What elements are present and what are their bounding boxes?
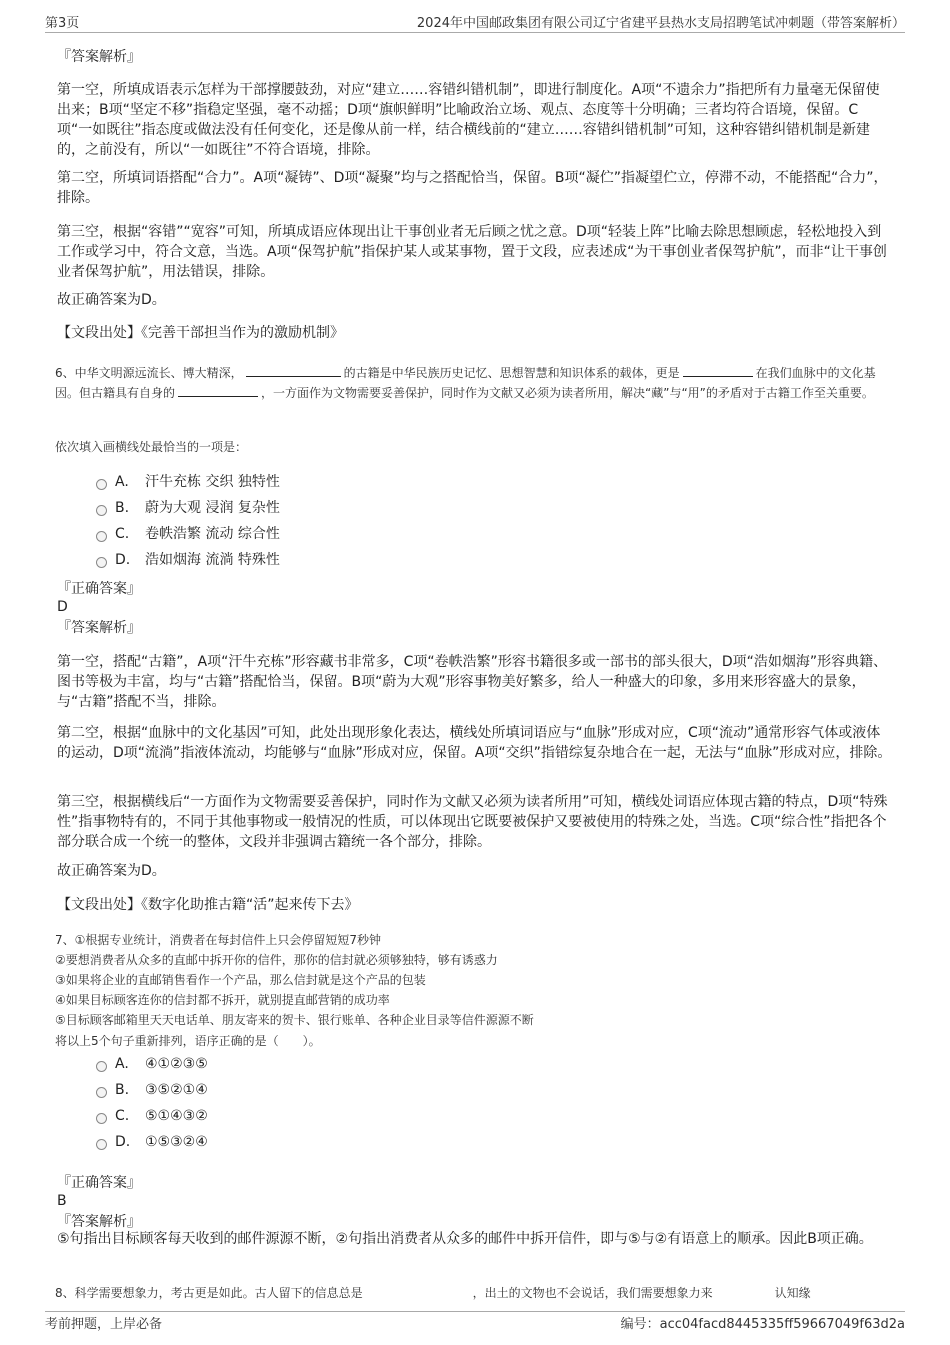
answer: B [57,1193,67,1209]
answer-label: 『正确答案』 [57,1175,141,1191]
stem-text: 认知缘 [774,1286,811,1300]
conclusion: 故正确答案为D。 [57,292,166,308]
stem-text: 的古籍是中华民族历史记忆、思想智慧和知识体系的载体，更是 [343,366,680,380]
radio-icon[interactable] [96,1061,107,1072]
option-c[interactable] [96,1106,208,1126]
question-prompt: 依次填入画横线处最恰当的一项是： [55,440,248,454]
option-a[interactable] [96,472,280,492]
option-text: ⑤①④③② [145,1108,208,1124]
radio-icon[interactable] [96,1113,107,1124]
stem-text: ，一方面作为文物需要妥善保护，同时作为文献又必须为读者所用，解决“藏”与“用”的矛盾对于古籍工作至关重要。 [261,386,874,400]
radio-icon[interactable] [96,557,107,568]
analysis-paragraph: 第二空，根据“血脉中的文化基因”可知，此处出现形象化表达，横线处所填词语应与“血脉”形成对应，C项“流动”通常形容气体或液体的运动，D项“流淌”指液体流动，均能够与“血脉”形成对应，保留。A项“交织”指错综复杂地合在一起，无法与“血脉”形成对应，排除。 [57,725,892,761]
conclusion: 故正确答案为D。 [57,863,166,879]
analysis-paragraph: 第一空，所填成语表示怎样为干部撑腰鼓劲，对应“建立……容错纠错机制”，即进行制度化。A项“不遗余力”指把所有力量毫无保留使出来；B项“坚定不移”指稳定坚强，毫不动摇；D项“旗帜鲜明”比喻政治立场、观点、态度等十分明确；三者均符合语境，保留。C项“一如既往”指态度或做法没有任何变化，还是像从前一样，结合横线前的“建立……容错纠错机制”可知，这种容错纠错机制是新建的，之前没有，所以“一如既往”不符合语境，排除。 [57,82,880,158]
question-7-line: ②要想消费者从众多的直邮中拆开你的信件，那你的信封就必须够独特，够有诱惑力 [55,953,498,967]
option-letter: D. [115,552,131,568]
blank [178,384,258,397]
option-text: ①⑤③②④ [145,1134,208,1150]
analysis-paragraph: 第三空，根据横线后“一方面作为文物需要妥善保护，同时作为文献又必须为读者所用”可知，横线处词语应体现古籍的特点，D项“特殊性”指事物特有的，不同于其他事物或一般情况的性质，可以体现出它既要被保护又要被使用的特殊之处，当选。C项“综合性”指把各个部分联合成一个统一的整体，文段并非强调古籍统一各个部分，排除。 [57,794,888,850]
answer-label: 『正确答案』 [57,581,141,597]
radio-icon[interactable] [96,531,107,542]
question-7-line: ⑤目标顾客邮箱里天天电话单、朋友寄来的贺卡、银行账单、各种企业目录等信件源源不断 [55,1013,534,1027]
radio-icon[interactable] [96,479,107,490]
analysis-paragraph: 第二空，所填词语搭配“合力”。A项“凝铸”、D项“凝聚”均与之搭配恰当，保留。B项“凝伫”指凝望伫立，停滞不动，不能搭配“合力”，排除。 [57,170,888,206]
stem-text: 8、科学需要想象力，考古更是如此。古人留下的信息总是 [55,1286,363,1300]
analysis-label: 『答案解析』 [57,49,141,65]
answer: D [57,599,68,615]
stem-text: 6、中华文明源远流长、博大精深， [55,366,243,380]
question-7-line: ④如果目标顾客连你的信封都不拆开，就别提直邮营销的成功率 [55,993,390,1007]
option-text: ④①②③⑤ [145,1056,208,1072]
question-6-stem [55,363,895,403]
option-letter: C. [115,1108,130,1124]
blank [683,364,753,377]
option-d[interactable] [96,1132,208,1152]
option-d[interactable] [96,550,280,570]
analysis-label: 『答案解析』 [57,1214,141,1230]
page-number: 第3页 [45,16,80,31]
analysis-paragraph: 第一空，搭配“古籍”，A项“汗牛充栋”形容藏书非常多，C项“卷帙浩繁”形容书籍很多或一部书的部头很大，D项“浩如烟海”形容典籍、图书等极为丰富，均与“古籍”搭配恰当，保留。B项“蔚为大观”形容事物美好繁多，给人一种盛大的印象，多用来形容盛大的景象，与“古籍”搭配不当，排除。 [57,654,888,710]
option-c[interactable] [96,524,280,544]
footer-slogan: 考前押题，上岸必备 [45,1317,163,1332]
document-title: 2024年中国邮政集团有限公司辽宁省建平县热水支局招聘笔试冲刺题（带答案解析） [416,16,905,31]
question-7-prompt: 将以上5个句子重新排列，语序正确的是（ ）。 [55,1034,321,1048]
analysis-paragraph: 第三空，根据“容错”“宽容”可知，所填成语应体现出让干事创业者无后顾之忧之意。D项“轻装上阵”比喻去除思想顾虑，轻松地投入到工作或学习中，符合文意，当选。A项“保驾护航”指保护某人或某事物，置于文段，应表述成“为干事创业者保驾护航”，而非“让干事创业者保驾护航”，用法错误，排除。 [57,224,887,280]
question-7-line: ③如果将企业的直邮销售看作一个产品，那么信封就是这个产品的包装 [55,973,426,987]
source: 【文段出处】《数字化助推古籍“活”起来传下去》 [57,897,359,913]
option-letter: A. [115,1056,129,1072]
option-b[interactable] [96,1080,208,1100]
option-b[interactable] [96,498,280,518]
document-id: 编号：acc04facd8445335ff59667049f63d2a [620,1317,905,1332]
radio-icon[interactable] [96,1087,107,1098]
option-text: 卷帙浩繁 流动 综合性 [145,526,280,542]
option-letter: A. [115,474,129,490]
footer-divider [45,1311,905,1312]
blank [246,364,341,377]
option-letter: C. [115,526,130,542]
question-8-stem [55,1283,895,1303]
option-text: ③⑤②①④ [145,1082,208,1098]
option-text: 汗牛充栋 交织 独特性 [145,474,280,490]
analysis-paragraph: ⑤句指出目标顾客每天收到的邮件源源不断，②句指出消费者从众多的邮件中拆开信件，即与⑤与②有语意上的顺承。因此B项正确。 [57,1231,873,1247]
source: 【文段出处】《完善干部担当作为的激励机制》 [57,325,344,341]
stem-text: 在我们血脉中的文化基因。但古籍具有自身的 [55,366,876,400]
option-text: 蔚为大观 浸润 复杂性 [145,500,280,516]
option-letter: D. [115,1134,131,1150]
option-letter: B. [115,1082,130,1098]
header-divider [45,32,905,33]
question-7-line: 7、①根据专业统计，消费者在每封信件上只会停留短短7秒钟 [55,933,382,947]
radio-icon[interactable] [96,505,107,516]
analysis-label: 『答案解析』 [57,620,141,636]
stem-text: ，出土的文物也不会说话，我们需要想象力来 [472,1286,713,1300]
option-letter: B. [115,500,130,516]
option-text: 浩如烟海 流淌 特殊性 [145,552,280,568]
radio-icon[interactable] [96,1139,107,1150]
option-a[interactable] [96,1054,208,1074]
